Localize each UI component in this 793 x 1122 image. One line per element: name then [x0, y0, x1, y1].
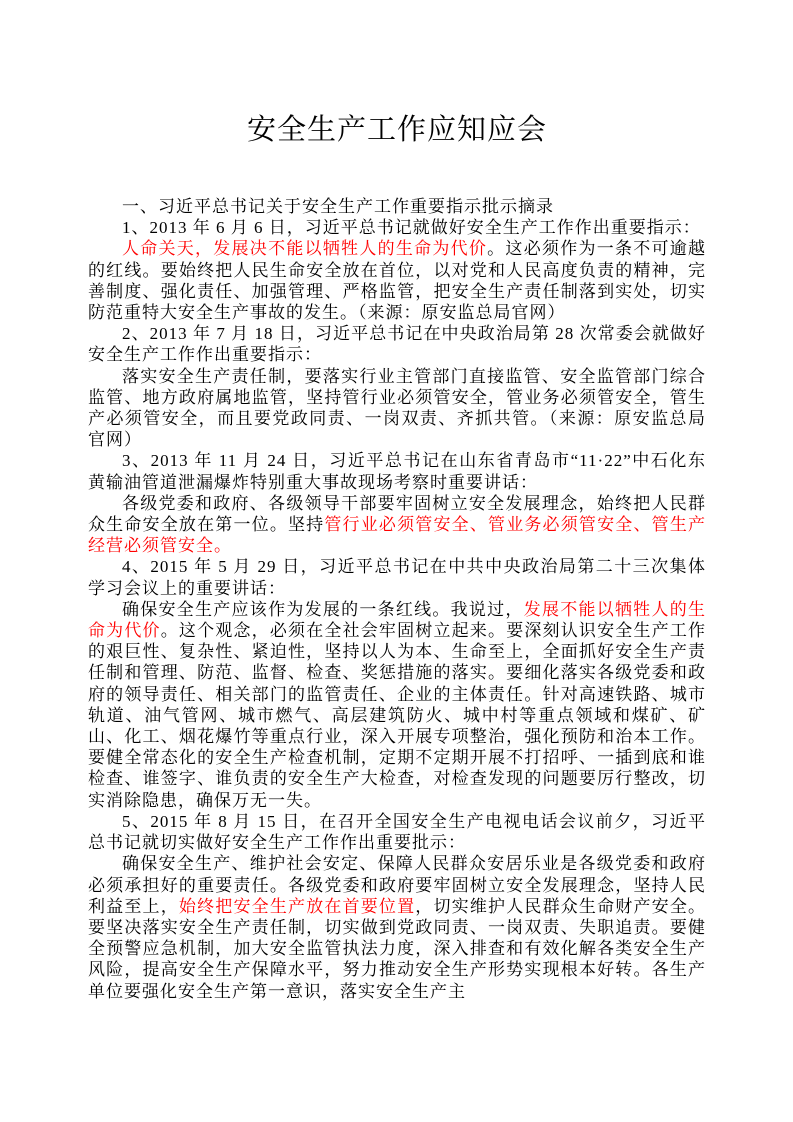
highlighted-text: 始终把安全生产放在首要位置 [178, 896, 416, 916]
text-run: 3、2013 年 11 月 24 日，习近平总书记在山东省青岛市“11·22”中石化东黄输油管道泄漏爆炸特别重大事故现场考察时重要讲话： [88, 451, 706, 492]
text-run: 一、习近平总书记关于安全生产工作重要指示批示摘录 [122, 197, 554, 216]
paragraph [88, 599, 706, 811]
text-run: 确保安全生产应该作为发展的一条红线。我说过， [122, 599, 524, 619]
paragraph [88, 556, 706, 598]
document-body [88, 196, 706, 1002]
text-run: 。这必须作为一条不可逾越的红线。要始终把人民生命安全放在首位，以对党和人民高度负责的精神，完善制度、强化责任、加强管理、严格监管，把安全生产责任制落到实处，切实防范重特大安全生产事故的发生。（来源：原安监总局官网） [88, 239, 707, 323]
paragraph [88, 493, 706, 557]
text-run: 。这个观念，必须在全社会牢固树立起来。要深刻认识安全生产工作的艰巨性、复杂性、紧迫性，坚持以人为本、生命至上，全面抓好安全生产责任制和管理、防范、监督、检查、奖惩措施的落实。要细化落实各级党委和政府的领导责任、相关部门的监管责任、企业的主体责任。针对高速铁路、城市轨道、油气管网、城市燃气、高层建筑防火、城中村等重点领域和煤矿、矿山、化工、烟花爆竹等重点行业，深入开展专项整治，强化预防和治本工作。要健全常态化的安全生产检查机制，定期不定期开展不打招呼、一插到底和谁检查、谁签字、谁负责的安全生产大检查，对检查发现的问题要厉行整改，切实消除隐患，确保万无一失。 [88, 621, 707, 810]
paragraph [88, 811, 706, 853]
text-run: 5、2015 年 8 月 15 日，在召开全国安全生产电视电话会议前夕，习近平总书记就切实做好安全生产工作作出重要批示： [88, 811, 706, 853]
text-run: 1、2013 年 6 月 6 日，习近平总书记就做好安全生产工作作出重要指示： [122, 218, 701, 238]
paragraph [88, 450, 706, 492]
text-run: 落实安全生产责任制，要落实行业主管部门直接监管、安全监管部门综合监管、地方政府属地监管，坚持管行业必须管安全，管业务必须管安全，管生产必须管安全，而且要党政同责、一岗双责、齐抓共管。（来源：原安监总局官网） [88, 366, 706, 450]
text-run: 2、2013 年 7 月 18 日，习近平总书记在中央政治局第 28 次常委会就做好安全生产工作作出重要指示： [88, 324, 706, 365]
paragraph [88, 323, 706, 365]
paragraph [88, 853, 706, 1001]
text-run: 4、2015 年 5 月 29 日，习近平总书记在中共中央政治局第二十三次集体学习会议上的重要讲话： [88, 557, 706, 598]
paragraph [88, 366, 706, 451]
page-title: 安全生产工作应知应会 [246, 114, 547, 146]
text-run: 各级党委和政府、各级领导干部要牢固树立安全发展理念，始终把人民群众生命安全放在第一位。坚持 [88, 493, 706, 535]
section-heading [88, 196, 706, 217]
highlighted-text: 人命关天，发展决不能以牺牲人的生命为代价 [122, 239, 488, 259]
paragraph [88, 238, 706, 323]
text-run: ，切实维护人民群众生命财产安全。要坚决落实安全生产责任制，切实做到党政同责、一岗双责、失职追责。要健全预警应急机制，加大安全监管执法力度，深入排查和有效化解各类安全生产风险，提高安全生产保障水平，努力推动安全生产形势实现根本好转。各生产单位要强化安全生产第一意识，落实安全生产主 [88, 896, 707, 1001]
text-run: 确保安全生产、维护社会安定、保障人民群众安居乐业是各级党委和政府必须承担好的重要责任。各级党委和政府要牢固树立安全发展理念，坚持人民利益至上， [88, 854, 706, 916]
highlighted-text: 发展不能以牺牲人的生命为代价 [88, 599, 707, 641]
highlighted-text: 管行业必须管安全、管业务必须管安全、管生产经营必须管安全。 [88, 515, 707, 556]
paragraph [88, 217, 706, 238]
